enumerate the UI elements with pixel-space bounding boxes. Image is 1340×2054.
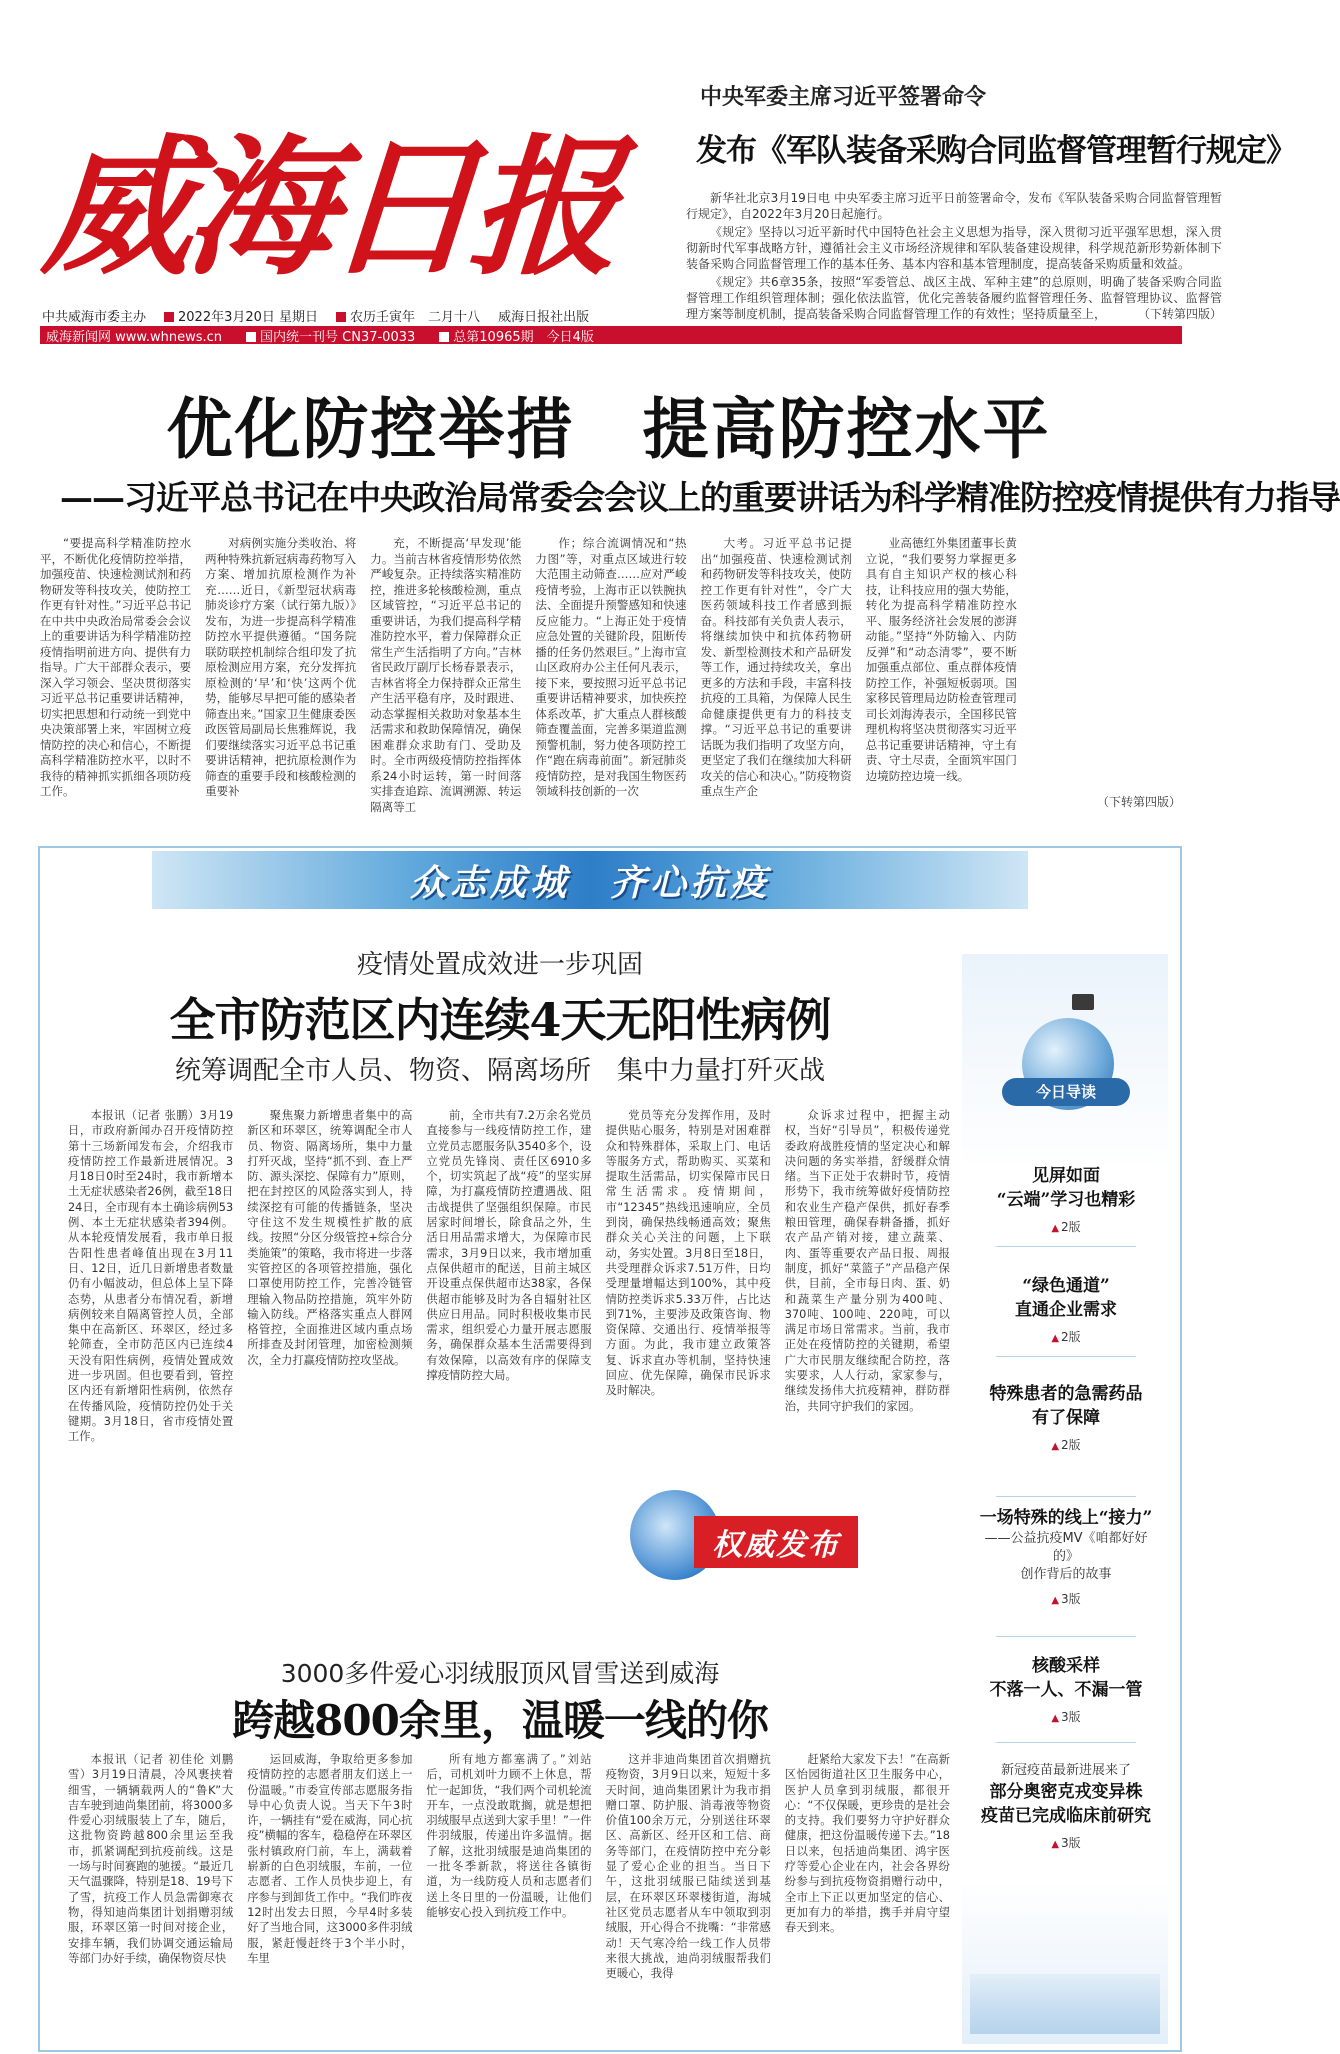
guide-item-subtitle: ——公益抗疫MV《咱都好好的》 创作背后的故事 [984, 1531, 1148, 1582]
guide-item-title: 特殊患者的急需药品 有了保障 [989, 1384, 1143, 1428]
badge-label: 权威发布 [694, 1516, 858, 1568]
divider [996, 1742, 1136, 1743]
story2-article [68, 1752, 950, 2048]
guide-item-title: “绿色通道” 直通企业需求 [1015, 1276, 1117, 1320]
dateline-lunar: 农历壬寅年 二月十八 [336, 306, 480, 325]
continued-note: （下转第四版） [1096, 795, 1181, 809]
article-column: 运回威海，争取给更多参加疫情防控的志愿者朋友们送上一份温暖。”市委宣传部志愿服务指导中心负责人说。当天下午3时许，一辆挂有“爱在威海，同心抗疫”横幅的客车，稳稳停在环翠区张村镇政府门前，车上，满载着崭新的白色羽绒服，车前，一位志愿者、工作人员快步迎上，有序参与到卸货工作中。“我们昨夜12时出发去日照，今早4时多装好了当地合同，这3000多件羽绒服，紧赶慢赶终于3个半小时，车里 [247, 1753, 413, 1965]
square-bullet-icon [246, 332, 256, 342]
guide-item[interactable] [976, 1506, 1156, 1607]
info-bar-site[interactable]: 威海新闻网 www.whnews.cn [46, 329, 223, 345]
section-banner [152, 851, 1028, 909]
guide-item[interactable] [976, 1762, 1156, 1851]
divider [996, 1246, 1136, 1247]
guide-item-subtitle: 新冠疫苗最新进展来了 [1000, 1763, 1131, 1778]
article-column: 众诉求过程中，把握主动权，当好“引导员”，积极传递党委政府战胜疫情的坚定决心和解决问题的务实举措，舒缓群众情绪。当下正处于农耕时节，疫情形势下，我市统筹做好疫情防控和农业生产稳产保供，抓好春季粮田管理，确保春耕备播，抓好农产品产销对接，建立蔬菜、肉、蛋等重要农产品日报、周报制度，抓好“菜篮子”产品稳产保供，目前，全市每日肉、蛋、奶和蔬菜生产量分别为400吨、370吨、100吨、220吨，可以满足市场日常需求。当前，我市正处在疫情防控的关键期，希望广大市民朋友继续配合防控，落实要求，人人行动，家家参与，继续发扬伟大抗疫精神，群防群治，共同守护我们的家园。 [784, 1109, 950, 1413]
dateline-publisher: 威海日报社出版 [498, 309, 590, 325]
guide-tag: 今日导读 [1002, 1078, 1130, 1106]
guide-item-page: ▲ 2版 [976, 1436, 1156, 1453]
guide-item-title: 部分奥密克戎变异株 疫苗已完成临床前研究 [981, 1782, 1151, 1826]
section-subheadline: 统筹调配全市人员、物资、隔离场所 集中力量打歼灭战 [174, 1056, 825, 1086]
top-news-paragraph: 新华社北京3月19日电 中央军委主席习近平日前签署命令，发布《军队装备采购合同监督管理暂行规定》，自2022年3月20日起施行。 [686, 191, 1222, 221]
guide-item[interactable] [976, 1164, 1156, 1235]
article-column: 前，全市共有7.2万余名党员直接参与一线疫情防控工作，建立党员志愿服务队3540多个，设立党员先锋岗、责任区6910多个，切实筑起了战“疫”的坚实屏障，为打赢疫情防控遭遇战、阻击战提供了坚强组织保障。市民居家时间增长，除食品之外，生活日用品需求增大，为保障市民需求，3月9日以来，我市增加重点保供超市的配送，目前主城区开设重点保供超市达38家，各保供超市能够及时为各自辐射社区供应日用品。同时积极收集市民需求，组织爱心力量开展志愿服务，确保群众基本生活需要得到有效保障，以高效有序的保障支撑疫情防控大局。 [426, 1109, 592, 1383]
story2-headline[interactable]: 跨越800余里，温暖一线的你 [232, 1696, 768, 1745]
guide-item-title: 一场特殊的线上“接力” [979, 1508, 1153, 1528]
lead-subheadline: ——习近平总书记在中央政治局常委会会议上的重要讲话为科学精准防控疫情提供有力指导 [60, 478, 1340, 517]
dateline-org: 中共威海市委主办 [42, 309, 147, 325]
article-column: “要提高科学精准防控水平，不断优化疫情防控举措，加强疫苗、快速检测试剂和药物研发等科技攻关，使防控工作更有针对性。”习近平总书记在中共中央政治局常委会会议上的重要讲话为科学精准防控疫情指明前进方向、提供有力指导。广大干部群众表示，要深入学习领会、坚决贯彻落实习近平总书记重要讲话精神，切实把思想和行动统一到党中央决策部署上来，牢固树立疫情防控的决心和信心，不断提高科学精准防控水平，以时不我待的精神抓实抓细各项防疫工作。 [40, 536, 192, 798]
guide-item-page: ▲ 3版 [976, 1590, 1156, 1607]
info-bar [40, 326, 1182, 344]
top-news-headline[interactable]: 发布《军队装备采购合同监督管理暂行规定》 [696, 133, 1296, 169]
guide-item-page: ▲ 3版 [976, 1708, 1156, 1725]
article-column: 这并非迪尚集团首次捐赠抗疫物资，3月9日以来，短短十多天时间，迪尚集团累计为我市捐赠口罩、防护服、消毒液等物资价值100余万元，分别送往环翠区、高新区、经开区和工信、商务等部门，在疫情防控中充分彰显了爱心企业的担当。当日下午，这批羽绒服已陆续送到基层，在环翠区环翠楼街道，海城社区党员志愿者从车中领取到羽绒服，开心得合不拢嘴：“非常感动！天气寒冷给一线工作人员带来很大挑战，迪尚羽绒服帮我们更暖心，我得 [605, 1753, 771, 1981]
today-guide [962, 954, 1168, 2044]
square-bullet-icon [336, 312, 346, 322]
article-column: 大考。习近平总书记提出“加强疫苗、快速检测试剂和药物研发等科技攻关，使防控工作更有针对性”，令广大医药领域科技工作者感到振奋。科技部有关负责人表示，将继续加快中和抗体药物研发、新型检测技术和产品研发等工作，通过持续攻关，拿出更多的方法和手段，丰富科技抗疫的工具箱，为保障人民生命健康提供更有力的科技支撑。“习近平总书记的重要讲话既为我们指明了攻坚方向，更坚定了我们在继续加大科研攻关的信心和决心。”防疫物资重点生产企 [700, 536, 852, 798]
newspaper-logo: 威海日报 [37, 120, 619, 296]
guide-item-title: 核酸采样 不落一人、不漏一管 [989, 1656, 1143, 1700]
divider [996, 1356, 1136, 1357]
briefcase-icon [1072, 994, 1094, 1010]
top-news-paragraph: 《规定》坚持以习近平新时代中国特色社会主义思想为指导，深入贯彻习近平强军思想，深入贯彻新时代军事战略方针，遵循社会主义市场经济规律和军队装备建设规律，科学规范新形势新体制下装备采购合同监督管理工作的基本任务、基本内容和基本管理制度，提高装备采购质量和效益。 [686, 225, 1222, 271]
square-bullet-icon [439, 332, 449, 342]
article-column: 赶紧给大家发下去！”在高新区怡园街道社区卫生服务中心，医护人员拿到羽绒服，都很开心：“不仅保暖，更珍贵的是社会的支持。我们要努力守护好群众健康，把这份温暖传递下去。”18日以来，包括迪尚集团、鸿宇医疗等爱心企业在内，社会各界纷纷参与到抗疫物资捐赠行动中，全市上下正以更加坚定的信心、更加有力的举措，携手并肩守望春天到来。 [784, 1753, 950, 1935]
square-bullet-icon [164, 312, 174, 322]
top-news-body [686, 190, 1222, 322]
continued-note: （下转第四版） [1137, 307, 1222, 321]
top-news-paragraph: 《规定》共6章35条，按照“军委管总、战区主战、军种主建”的总原则，明确了装备采购合同监督管理工作组织管理体制；强化依法监管，优化完善装备履约监督管理任务、监督管理协议、监督管理方案等制度机制，提高装备采购合同监督管理工作的有效性；坚持质量至上， （下转第四版） [686, 275, 1222, 321]
authority-release-badge [630, 1490, 890, 1580]
guide-item[interactable] [976, 1382, 1156, 1453]
guide-item-title: 见屏如面 “云端”学习也精彩 [996, 1166, 1136, 1210]
lead-headline[interactable]: 优化防控举措 提高防控水平 [166, 390, 1051, 468]
section-kicker: 疫情处置成效进一步巩固 [356, 950, 643, 980]
article-column: 所有地方都塞满了。”刘站后，司机刘叶力顾不上休息，帮忙一起卸货，“我们两个司机轮流开车，一点没敢耽搁，就是想把羽绒服早点送到大家手里！”一件件羽绒服，传递出许多温情。据了解，这批羽绒服是迪尚集团的一批冬季新款，将送往各镇街道，为一线防疫人员和志愿者们送上冬日里的一份温暖，让他们能够安心投入到抗疫工作中。 [426, 1753, 592, 1919]
city-skyline-illustration [970, 1974, 1160, 2034]
article-column-spacer [1031, 536, 1182, 815]
article-column: 党员等充分发挥作用，及时提供贴心服务，特别是对困难群众和特殊群体，采取上门、电话等服务方式，帮助购买、买菜和提取生活需品，切实保障市民日常生活需求。疫情期间，市“12345”热线迅速响应，全员到岗，确保热线畅通高效；聚焦群众关心关注的问题，上下联动，务实处置。3月8日至18日，共受理群众诉求7.51万件，日均受理量增幅达到100%，其中疫情防控类诉求5.33万件，占比达到71%，主要涉及政策咨询、物资保障、交通出行、疫情举报等方面。为此，我市建立政策答复、诉求直办等机制，坚持快速回应、优先保障，确保市民诉求及时解决。 [605, 1109, 771, 1398]
info-bar-cn: 国内统一刊号 CN37-0033 [246, 326, 415, 345]
story2-kicker: 3000多件爱心羽绒服顶风冒雪送到威海 [280, 1659, 720, 1688]
lead-article [40, 536, 1182, 814]
dateline-date: 2022年3月20日 星期日 [164, 306, 318, 325]
guide-item[interactable] [976, 1274, 1156, 1345]
article-column: 对病例实施分类收治、将两种特殊抗新冠病毒药物写入方案、增加抗原检测作为补充……近日，《新型冠状病毒肺炎诊疗方案（试行第九版）》发布，为进一步提高科学精准防控水平提供遵循。“国务院联防联控机制综合组印发了抗原检测应用方案，充分发挥抗原检测的‘早’和‘快’这两个优势，能够尽早把可能的感染者筛查出来。”国家卫生健康委医政医管局副局长焦雅辉说，我们要继续落实习近平总书记重要讲话精神，把抗原检测作为筛查的重要手段和核酸检测的重要补 [205, 536, 357, 798]
divider [996, 1496, 1136, 1497]
banner-slogan: 众志成城 齐心抗疫 [409, 862, 770, 904]
guide-item-page: ▲ 2版 [976, 1328, 1156, 1345]
top-news-kicker: 中央军委主席习近平签署命令 [700, 85, 987, 110]
article-column: 充，不断提高‘早发现’能力。当前吉林省疫情形势依然严峻复杂。正持续落实精准防控，推进多轮核酸检测，重点区域管控，“习近平总书记的重要讲话，为我们提高科学精准防控水平，着力保障群众正常生产生活指明了方向。”吉林省民政厅副厅长杨春景表示，吉林省将全力保持群众正常生产生活平稳有序，及时跟进、动态掌握相关救助对象基本生活需求和救助保障情况，确保困难群众求助有门、受助及时。全市两级疫情防控指挥体系24小时运转，第一时间落实排查追踪、流调溯源、转运隔离等工 [370, 536, 522, 814]
article-column: 本报讯（记者 初佳伦 刘鹏雪）3月19日清晨，冷风裹挟着细雪，一辆辆载两人的“鲁K”大吉车驶到迪尚集团前，将3000多件爱心羽绒服装上了车，随后，这批物资跨越800余里运至我市，抓紧调配到抗疫前线。这是一场与时间赛跑的驰援。“最近几天气温骤降，特别是18、19号下了雪，抗疫工作人员急需御寒衣物，得知迪尚集团计划捐赠羽绒服，环翠区第一时间对接企业，安排车辆，我们协调交通运输局等部门办好手续，确保物资尽快 [68, 1753, 234, 1965]
guide-item-page: ▲ 2版 [976, 1218, 1156, 1235]
article-column: 作；综合流调情况和“热力图”等，对重点区域进行较大范围主动筛查……应对严峻疫情考验，上海市正以铁腕执法、全面提升预警感知和快速反应能力。“上海正处于疫情应急处置的关键阶段，阻断传播的任务仍然艰巨。”上海市宣山区政府办公主任何凡表示，接下来，要按照习近平总书记重要讲话精神要求，加快疾控体系改革，扩大重点人群核酸筛查覆盖面，完善多渠道监测预警机制，努力使各项防控工作“跑在病毒前面”。新冠肺炎疫情防控，是对我国生物医药领域科技创新的一次 [535, 536, 687, 798]
top-news [662, 80, 1296, 324]
dateline [42, 306, 1182, 324]
article-column: 业高德红外集团董事长黄立说，“我们要努力掌握更多具有自主知识产权的核心科技，让科技应用的强大势能，转化为提高科学精准防控水平、服务经济社会发展的澎湃动能。”坚持“外防输入、内防反弹”和“动态清零”，要不断加强重点部位、重点群体疫情防控工作，补强短板弱项。国家移民管理局边防检查管理司司长刘海涛表示，全国移民管理机构将坚决贯彻落实习近平总书记重要讲话精神，守土有责、守土尽责，全面筑牢国门边境防控边境一线。 [865, 536, 1017, 783]
divider [996, 1636, 1136, 1637]
guide-item[interactable] [976, 1654, 1156, 1725]
article-column: 本报讯（记者 张鹏）3月19日，市政府新闻办召开疫情防控第十三场新闻发布会，介绍我市疫情防控工作最新进展情况。3月18日0时至24时，我市新增本土无症状感染者26例，截至18日24日，全市现有本土确诊病例53例、本土无症状感染者394例。从本轮疫情发展看，我市单日报告阳性患者峰值出现在3月11日、12日，近几日新增患者数量仍有小幅波动，但总体上呈下降态势，从患者分布情况看，新增病例较来自隔离管控人员，全部集中在高新区、环翠区，经过多轮筛查，全市防范区内已连续4天没有阳性病例，疫情处置成效进一步巩固。但也要看到，管控区内还有新增阳性病例，依然存在传播风险，疫情防控仍处于关键期。3月18日，省市疫情处置工作。 [68, 1109, 234, 1444]
article-column: 聚焦聚力新增患者集中的高新区和环翠区，统筹调配全市人员、物资、隔离场所，集中力量打歼灭战，坚持“抓不到、查上严防、源头深挖、保障有力”原则，把在封控区的风险落实到人，持续深挖有可能的传播链条，坚决守住这不发生规模性扩散的底线。按照“分区分级管控+综合分类施策”的策略，我市将进一步落实管控区的各项管控措施，强化口罩使用防控工作，完善冷链管理输入物品防控措施，筑牢外防输入防线。严格落实重点人群网格管控，全面推进区域内重点场所排查及封闭管理，加密检测频次，全力打赢疫情防控攻坚战。 [247, 1109, 413, 1367]
info-bar-issue: 总第10965期 今日4版 [439, 326, 594, 345]
guide-item-page: ▲ 3版 [976, 1834, 1156, 1851]
section-headline[interactable]: 全市防范区内连续4天无阳性病例 [169, 993, 831, 1047]
